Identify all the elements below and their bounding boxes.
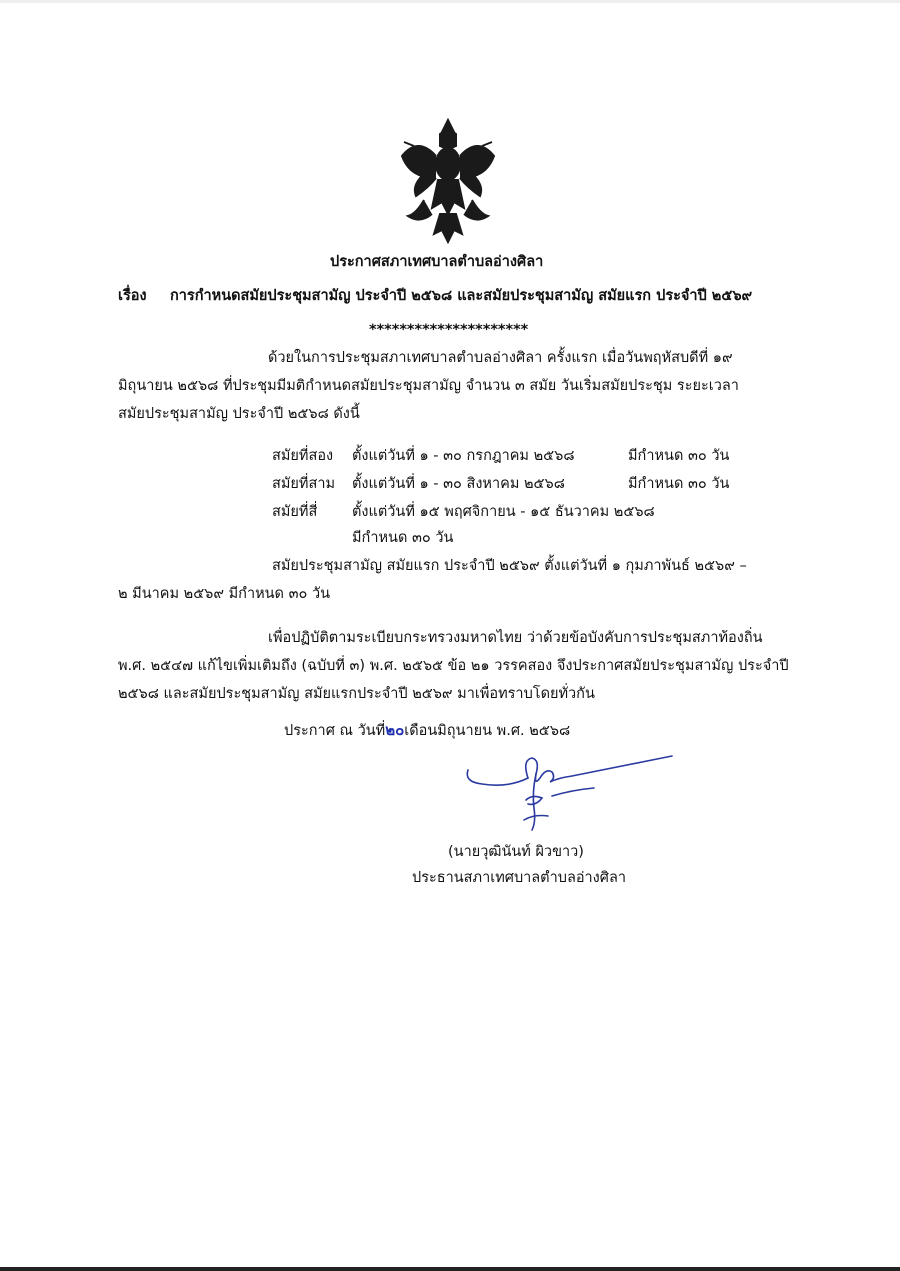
- first-session-line2: ๒ มีนาคม ๒๕๖๙ มีกำหนด ๓๐ วัน: [118, 586, 331, 602]
- scan-bottom-edge: [0, 1267, 900, 1271]
- session-period: ตั้งแต่วันที่ ๑ - ๓๐ สิงหาคม ๒๕๖๘: [352, 476, 565, 492]
- paragraph2-line1: เพื่อปฏิบัติตามระเบียบกระทรวงมหาดไทย ว่าด้วยข้อบังคับการประชุมสภาท้องถิ่น: [268, 630, 763, 646]
- paragraph2-line2: พ.ศ. ๒๕๔๗ แก้ไขเพิ่มเติมถึง (ฉบับที่ ๓) พ.ศ. ๒๕๖๕ ข้อ ๒๑ วรรคสอง จึงประกาศสมัยประชุมสามัญ ประจำปี: [118, 658, 789, 674]
- announce-prefix: ประกาศ ณ วันที่: [284, 723, 386, 739]
- subject-text: การกำหนดสมัยประชุมสามัญ ประจำปี ๒๕๖๘ และสมัยประชุมสามัญ สมัยแรก ประจำปี ๒๕๖๙: [170, 288, 753, 304]
- session-duration: มีกำหนด ๓๐ วัน: [352, 530, 454, 546]
- subject-label: เรื่อง: [118, 288, 147, 304]
- signatory-position: ประธานสภาเทศบาลตำบลอ่างศิลา: [412, 870, 626, 886]
- handwritten-signature: [462, 748, 692, 834]
- paragraph1-line2: มิถุนายน ๒๕๖๘ ที่ประชุมมีมติกำหนดสมัยประชุมสามัญ จำนวน ๓ สมัย วันเริ่มสมัยประชุม ระยะเวลา: [118, 378, 739, 394]
- session-period: ตั้งแต่วันที่ ๑ - ๓๐ กรกฎาคม ๒๕๖๘: [352, 448, 575, 464]
- paragraph2-line3: ๒๕๖๘ และสมัยประชุมสามัญ สมัยแรกประจำปี ๒๕๖๙ มาเพื่อทราบโดยทั่วกัน: [118, 686, 595, 702]
- session-name: สมัยที่สี่: [272, 504, 318, 520]
- session-duration: มีกำหนด ๓๐ วัน: [628, 448, 730, 464]
- session-duration: มีกำหนด ๓๐ วัน: [628, 476, 730, 492]
- announce-suffix: เดือนมิถุนายน พ.ศ. ๒๕๖๘: [404, 723, 571, 739]
- scan-top-edge: [0, 0, 900, 3]
- announcement-title: ประกาศสภาเทศบาลตำบลอ่างศิลา: [330, 254, 544, 270]
- divider-stars: *********************: [369, 322, 529, 338]
- garuda-emblem: [398, 116, 498, 246]
- signatory-name: (นายวุฒินันท์ ผิวขาว): [448, 844, 584, 860]
- handwritten-day: ๒๐: [385, 721, 405, 739]
- paragraph1-line1: ด้วยในการประชุมสภาเทศบาลตำบลอ่างศิลา ครั้งแรก เมื่อวันพฤหัสบดีที่ ๑๙: [268, 350, 733, 366]
- session-name: สมัยที่สาม: [272, 476, 336, 492]
- paragraph1-line3: สมัยประชุมสามัญ ประจำปี ๒๕๖๘ ดังนี้: [118, 406, 360, 422]
- announce-date-line: [284, 720, 570, 741]
- session-name: สมัยที่สอง: [272, 448, 334, 464]
- first-session-line1: สมัยประชุมสามัญ สมัยแรก ประจำปี ๒๕๖๙ ตั้งแต่วันที่ ๑ กุมภาพันธ์ ๒๕๖๙ –: [272, 558, 747, 574]
- session-period: ตั้งแต่วันที่ ๑๕ พฤศจิกายน - ๑๕ ธันวาคม ๒๕๖๘: [352, 504, 655, 520]
